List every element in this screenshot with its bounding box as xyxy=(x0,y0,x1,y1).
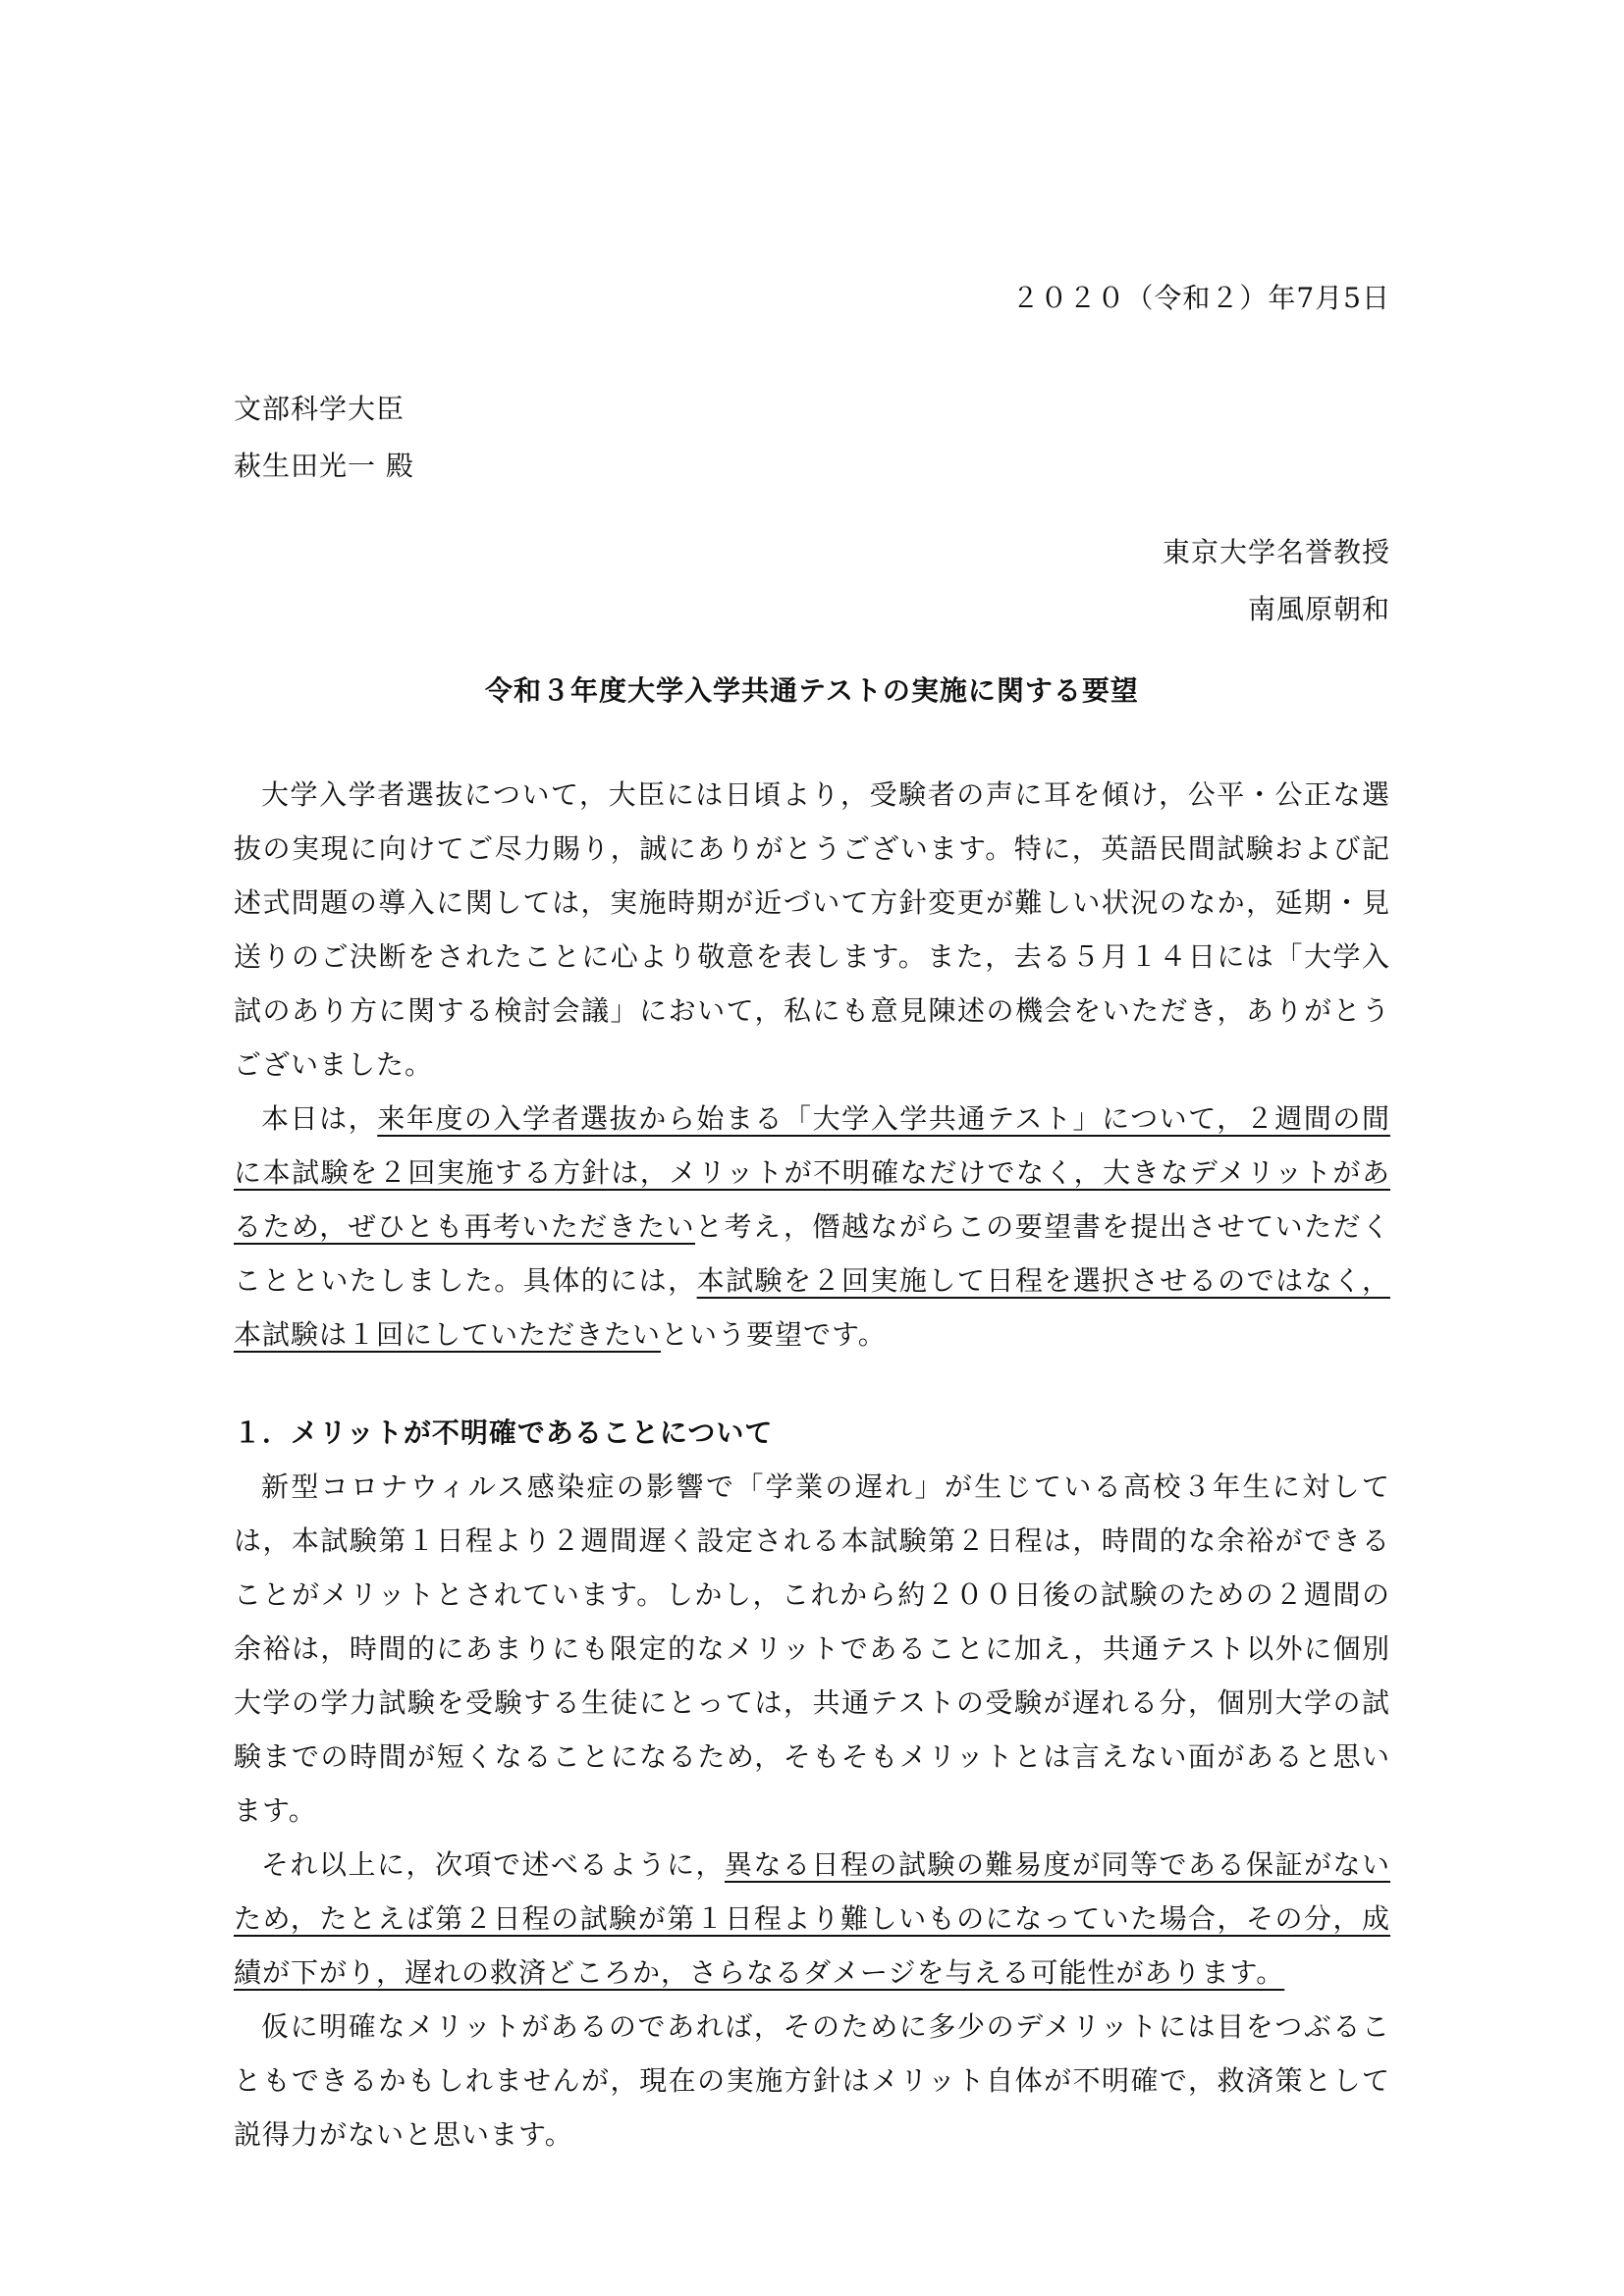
section-1-p2-text-a: それ以上に，次項で述べるように， xyxy=(261,1848,725,1881)
section-1-paragraph-3: 仮に明確なメリットがあるのであれば，そのために多少のデメリットには目をつぶることもできるかもしれませんが，現在の実施方針はメリット自体が不明確で，救済策として説得力がないと思います。 xyxy=(234,2010,1390,2151)
intro-paragraph-1: 大学入学者選抜について，大臣には日頃より，受験者の声に耳を傾け，公平・公正な選抜の実現に向けてご尽力賜り，誠にありがとうございます。特に，英語民間試験および記述式問題の導入に関しては，実施時期が近づいて方針変更が難しい状況のなか，延期・見送りのご決断をされたことに心より敬意を表します。また，去る５月１４日には「大学入試のあり方に関する検討会議」において，私にも意見陳述の機会をいただき，ありがとうございました。 xyxy=(234,778,1390,1081)
sender-name: 南風原朝和 xyxy=(1247,593,1390,625)
intro-p2-underlined-request: 来年度の入学者選抜から始まる「大学入学共通テスト」について，２週間の間に本試験を２回実施する方針は，メリットが不明確なだけでなく，大きなデメリットがあるため，ぜひとも再考いただきたい xyxy=(234,1102,1390,1243)
section-1-paragraph-1: 新型コロナウィルス感染症の影響で「学業の遅れ」が生じている高校３年生に対しては，本試験第１日程より２週間遅く設定される本試験第２日程は，時間的な余裕ができることがメリットとされています。しかし，これから約２００日後の試験のための２週間の余裕は，時間的にあまりにも限定的なメリットであることに加え，共通テスト以外に個別大学の学力試験を受験する生徒にとっては，共通テストの受験が遅れる分，個別大学の試験までの時間が短くなることになるため，そもそもメリットとは言えない面があると思います。 xyxy=(234,1470,1390,1827)
recipient-block xyxy=(234,381,414,495)
intro-p2-text-c: という要望です。 xyxy=(661,1318,887,1351)
document-title: 令和３年度大学入学共通テストの実施に関する要望 xyxy=(485,674,1139,707)
intro-p2-text-b: と考え，僭越ながらこの要望書を提出させていただくことといたしました。具体的には， xyxy=(234,1210,1390,1297)
document-date: ２０２０（令和２）年7月5日 xyxy=(1011,282,1390,314)
sender-block xyxy=(1163,524,1390,638)
section-1-paragraph-2 xyxy=(234,1838,1390,2000)
recipient-title: 文部科学大臣 xyxy=(234,393,406,425)
document-body xyxy=(234,768,1390,2162)
intro-p2-text-a: 本日は， xyxy=(261,1102,378,1135)
sender-title: 東京大学名誉教授 xyxy=(1162,536,1390,568)
section-1-heading: １．メリットが不明確であることについて xyxy=(234,1416,774,1449)
intro-p2-underlined-specific: 本試験を２回実施して日程を選択させるのではなく，本試験は１回にしていただきたい xyxy=(234,1264,1390,1351)
section-1-p2-underlined: 異なる日程の試験の難易度が同等である保証がないため，たとえば第２日程の試験が第１日程より難しいものになっていた場合，その分，成績が下がり，遅れの救済どころか，さらなるダメージを与える可能性があります。 xyxy=(234,1848,1390,1989)
intro-paragraph-2 xyxy=(234,1092,1390,1362)
recipient-name: 萩生田光一 殿 xyxy=(234,450,414,482)
